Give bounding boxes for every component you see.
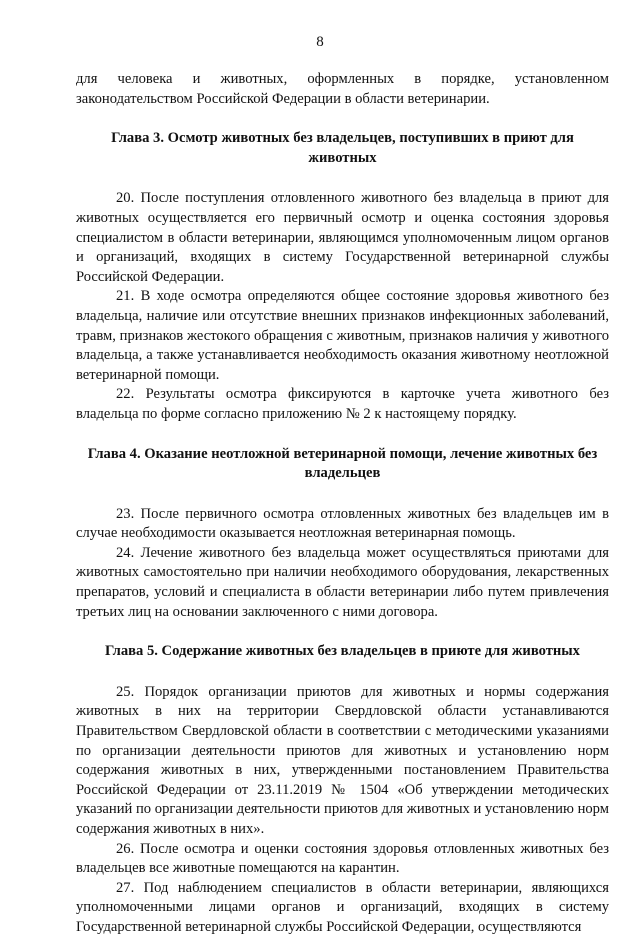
paragraph-21: 21. В ходе осмотра определяются общее состояние здоровья животного без владельца, наличие или отсутствие внешних признаков инфекционных заболеваний, травм, признаков жестокого обращения с животным, признаков наличия у животного владельца, а также устанавливается необходимость оказания животному неотложной ветеринарной помощи. — [76, 288, 609, 383]
paragraph-25: 25. Порядок организации приютов для животных и нормы содержания животных в них на территории Свердловской области устанавливаются Правительством Свердловской области в соответствии с методическими указаниями по организации деятельности приютов для животных и установлению норм содержания животных в них, утвержденными постановлением Правительства Российской Федерации от 23.11.2019 № 1504 «Об утверждении методических указаний по организации деятельности приютов для животных и установлению норм содержания животных в них». — [76, 683, 609, 837]
paragraph-26: 26. После осмотра и оценки состояния здоровья отловленных животных без владельцев все животные помещаются на карантин. — [76, 840, 609, 877]
chapter-3-title: Глава 3. Осмотр животных без владельцев, поступивших в приют для животных — [111, 130, 574, 166]
chapter-4-title: Глава 4. Оказание неотложной ветеринарной помощи, лечение животных без владельцев — [87, 445, 598, 482]
paragraph-23: 23. После первичного осмотра отловленных животных без владельцев им в случае необходимости оказывается неотложная ветеринарная помощь. — [76, 505, 609, 542]
paragraph-24: 24. Лечение животного без владельца может осуществляться приютами для животных самостоятельно при наличии необходимого оборудования, лекарственных препаратов, условий и специалиста в области ветеринарии либо путем привлечения третьих лиц на основании заключенного с ними договора. — [76, 544, 609, 620]
page-number: 8 — [316, 34, 324, 50]
chapter-5-title: Глава 5. Содержание животных без владельцев в приюте для животных — [105, 643, 580, 660]
document-body — [76, 70, 609, 938]
paragraph-27: 27. Под наблюдением специалистов в области ветеринарии, являющихся уполномоченными лицами органов и организаций, входящих в систему Государственной ветеринарной службы Российской Федерации, осуществляются — [76, 879, 609, 935]
paragraph-20: 20. После поступления отловленного животного без владельца в приют для животных осуществляется его первичный осмотр и оценка состояния здоровья специалистом в области ветеринарии, являющимся уполномоченным лицом органов и организаций, входящих в систему Государственной ветеринарной службы Российской Федерации. — [76, 190, 609, 285]
paragraph-22: 22. Результаты осмотра фиксируются в карточке учета животного без владельца по форме согласно приложению № 2 к настоящему порядку. — [76, 386, 609, 422]
intro-paragraph: для человека и животных, оформленных в порядке, установленном законодательством Российской Федерации в области ветеринарии. — [76, 71, 609, 107]
